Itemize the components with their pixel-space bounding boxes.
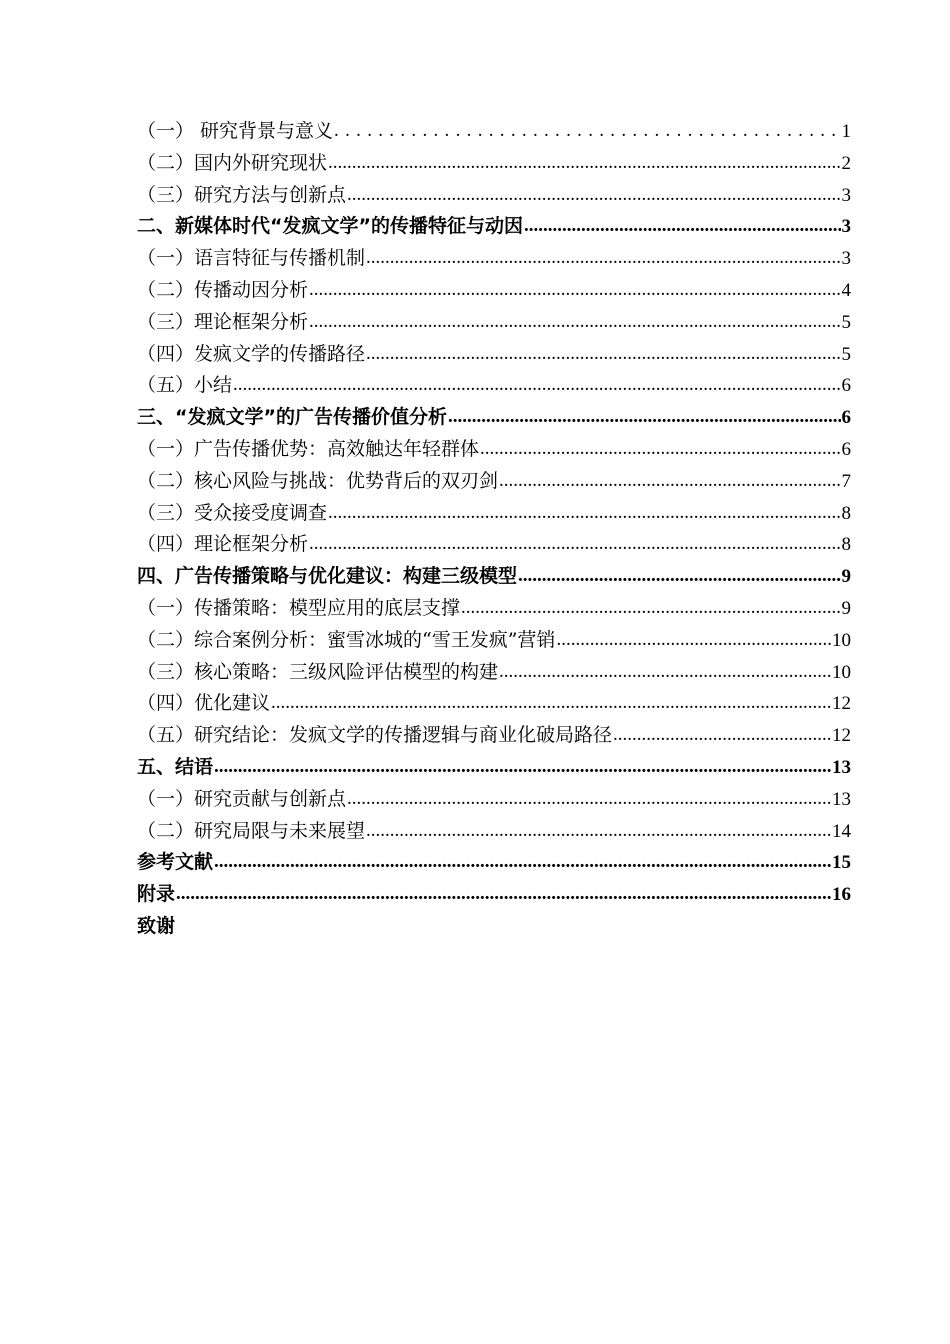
toc-entry-page: 8: [841, 502, 851, 524]
toc-entry-title: 五、结语: [137, 755, 214, 778]
toc-entry[interactable]: [137, 593, 851, 625]
toc-entry-title: （一） 研究背景与意义: [137, 120, 334, 142]
toc-entry-page: 3: [841, 184, 851, 206]
toc-chapter-entry[interactable]: [137, 752, 851, 784]
toc-chapter-entry[interactable]: [137, 879, 851, 911]
toc-leader-dots: [524, 210, 841, 242]
toc-entry-title: （四）优化建议: [137, 692, 271, 715]
toc-leader-dots: [613, 719, 831, 751]
toc-entry-page: 7: [841, 470, 851, 492]
toc-entry-page: 1: [841, 121, 851, 142]
toc-leader-dots: [448, 401, 841, 433]
toc-entry-page: 6: [841, 407, 851, 429]
toc-leader-dots: [499, 656, 831, 688]
toc-entry[interactable]: [137, 657, 851, 689]
toc-entry-title: 二、新媒体时代“发疯文学”的传播特征与动因: [137, 215, 523, 238]
toc-entry[interactable]: [137, 784, 851, 816]
toc-entry-page: 5: [841, 343, 851, 365]
toc-leader-dots: [556, 624, 831, 656]
toc-entry[interactable]: [137, 688, 851, 720]
toc-leader-dots: [366, 338, 840, 370]
toc-entry-page: 13: [832, 756, 851, 778]
toc-leader-dots: [480, 433, 840, 465]
toc-entry-title: （三）理论框架分析: [137, 310, 309, 333]
toc-chapter-entry[interactable]: [137, 211, 851, 243]
toc-entry-page: 13: [832, 788, 851, 810]
toc-entry-title: （二）传播动因分析: [137, 278, 309, 301]
toc-entry[interactable]: [137, 625, 851, 657]
toc-entry-title: （二）核心风险与挑战：优势背后的双刃剑: [137, 469, 499, 492]
toc-entry-title: （三）受众接受度调查: [137, 501, 328, 524]
toc-leader-dots: [214, 751, 831, 783]
toc-entry[interactable]: [137, 275, 851, 307]
toc-leader-dots: [309, 528, 840, 560]
toc-entry-title: （一）语言特征与传播机制: [137, 247, 366, 270]
toc-chapter-entry[interactable]: [137, 402, 851, 434]
toc-entry-page: 2: [841, 152, 851, 174]
toc-entry-page: 9: [841, 597, 851, 619]
toc-leader-dots: [461, 592, 840, 624]
toc-entry[interactable]: [137, 720, 851, 752]
toc-entry[interactable]: [137, 243, 851, 275]
toc-entry-title: 四、广告传播策略与优化建议：构建三级模型: [137, 565, 518, 588]
toc-leader-dots: [347, 179, 840, 211]
toc-entry-page: 15: [832, 852, 851, 874]
toc-leader-dots: [233, 369, 840, 401]
toc-chapter-entry[interactable]: [137, 847, 851, 879]
toc-leader-dots: [334, 115, 840, 147]
toc-entry[interactable]: [137, 498, 851, 530]
table-of-contents: [137, 116, 851, 943]
toc-entry-title: 三、“发疯文学”的广告传播价值分析: [137, 406, 447, 429]
toc-entry-title: （一）广告传播优势：高效触达年轻群体: [137, 437, 480, 460]
toc-entry[interactable]: [137, 434, 851, 466]
toc-entry[interactable]: [137, 529, 851, 561]
toc-entry[interactable]: [137, 180, 851, 212]
toc-entry-title: （五）研究结论：发疯文学的传播逻辑与商业化破局路径: [137, 724, 613, 747]
toc-leader-dots: [271, 687, 831, 719]
toc-leader-dots: [309, 306, 840, 338]
toc-entry-page: 3: [841, 248, 851, 270]
toc-leader-dots: [328, 147, 840, 179]
toc-entry-page: 10: [832, 629, 851, 651]
toc-entry-title: （二）国内外研究现状: [137, 151, 328, 174]
toc-entry-title: （四）理论框架分析: [137, 533, 309, 556]
toc-entry-page: 9: [841, 566, 851, 588]
toc-leader-dots: [518, 560, 840, 592]
toc-entry[interactable]: [137, 816, 851, 848]
toc-entry[interactable]: [137, 148, 851, 180]
toc-entry-page: 8: [841, 534, 851, 556]
toc-entry-page: 10: [832, 661, 851, 683]
toc-entry-page: 5: [841, 311, 851, 333]
toc-entry-page: 6: [841, 375, 851, 397]
toc-leader-dots: [499, 465, 840, 497]
toc-entry[interactable]: [137, 307, 851, 339]
toc-leader-dots: [328, 497, 840, 529]
toc-entry-title: （二）研究局限与未来展望: [137, 819, 366, 842]
toc-entry-title: （一）传播策略：模型应用的底层支撑: [137, 596, 461, 619]
toc-entry[interactable]: [137, 466, 851, 498]
toc-entry-title: （二）综合案例分析：蜜雪冰城的“雪王发疯”营销: [137, 628, 556, 651]
toc-chapter-entry[interactable]: [137, 911, 851, 943]
toc-entry-title: （四）发疯文学的传播路径: [137, 342, 366, 365]
toc-entry-title: 致谢: [137, 914, 176, 937]
toc-entry-page: 12: [832, 693, 851, 715]
toc-entry-page: 3: [841, 216, 851, 238]
toc-leader-dots: [366, 242, 840, 274]
toc-leader-dots: [309, 274, 840, 306]
toc-entry-page: 6: [841, 438, 851, 460]
toc-leader-dots: [214, 846, 831, 878]
toc-leader-dots: [176, 878, 831, 910]
toc-entry-title: 参考文献: [137, 851, 214, 874]
toc-entry-page: 4: [841, 279, 851, 301]
toc-entry[interactable]: [137, 370, 851, 402]
toc-entry-page: 12: [832, 725, 851, 747]
toc-entry-page: 14: [832, 820, 851, 842]
toc-chapter-entry[interactable]: [137, 561, 851, 593]
toc-entry[interactable]: [137, 339, 851, 371]
toc-leader-dots: [347, 783, 831, 815]
toc-leader-dots: [366, 815, 831, 847]
toc-entry[interactable]: [137, 116, 851, 148]
toc-entry-title: （三）核心策略：三级风险评估模型的构建: [137, 660, 499, 683]
toc-entry-title: （三）研究方法与创新点: [137, 183, 347, 206]
toc-entry-title: （一）研究贡献与创新点: [137, 787, 347, 810]
toc-entry-page: 16: [832, 884, 851, 906]
toc-entry-title: （五）小结: [137, 374, 233, 397]
toc-entry-title: 附录: [137, 883, 176, 906]
